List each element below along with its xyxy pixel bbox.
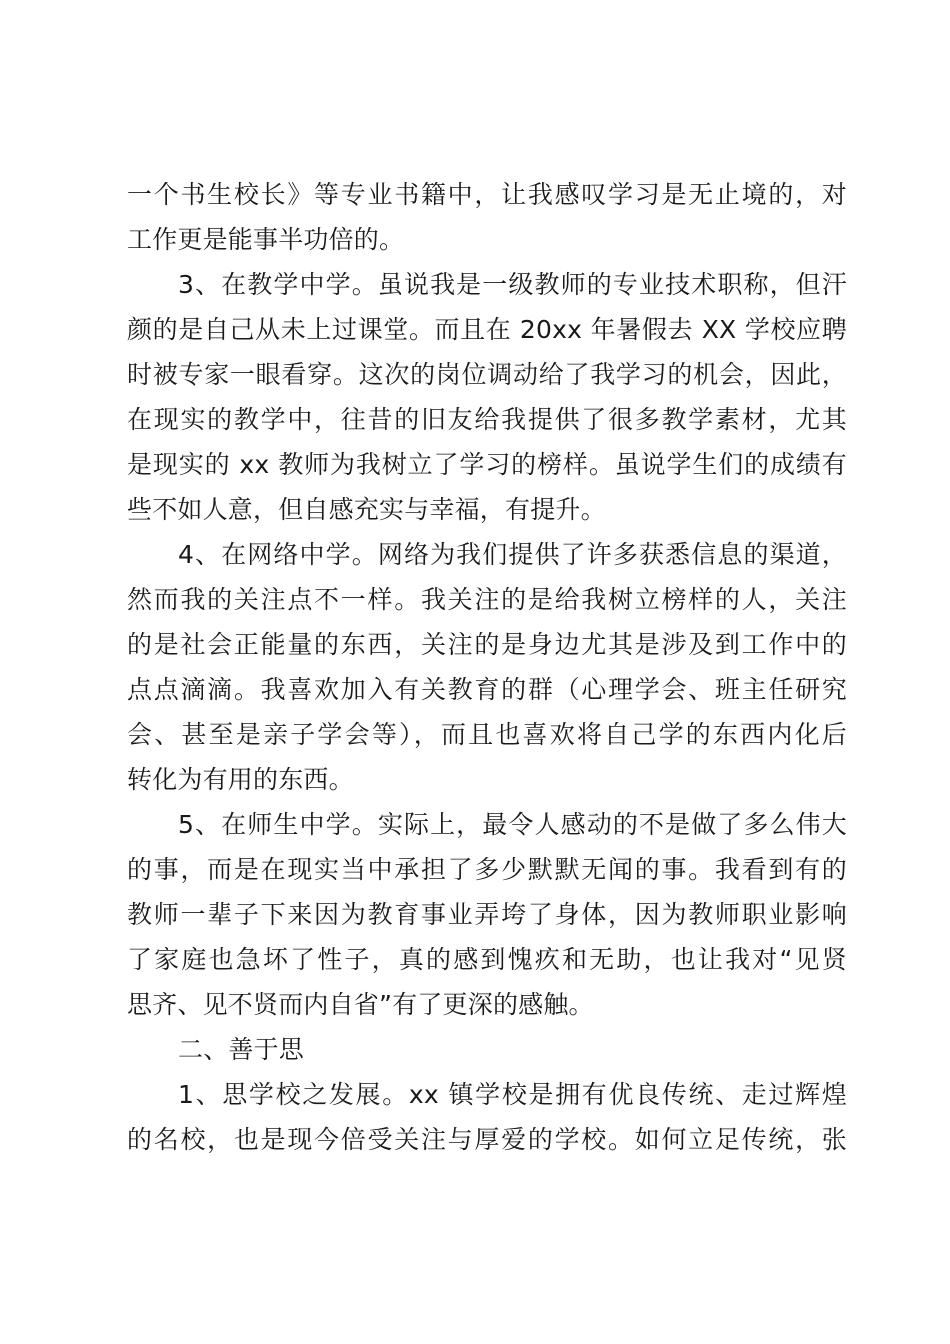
- text-line: 是现实的 xx 教师为我树立了学习的榜样。虽说学生们的成绩有: [127, 450, 847, 479]
- text-line: 会、甚至是亲子学会等），而且也喜欢将自己学的东西内化后: [127, 720, 847, 749]
- paragraph-start-line: 5、在师生中学。实际上，最令人感动的不是做了多么伟大: [178, 810, 847, 839]
- text-line: 工作更是能事半功倍的。: [127, 225, 405, 254]
- text-line: 的是社会正能量的东西，关注的是身边尤其是涉及到工作中的: [127, 630, 847, 659]
- text-line: 教师一辈子下来因为教育事业弄垮了身体，因为教师职业影响: [127, 900, 847, 929]
- paragraph-start-line: 4、在网络中学。网络为我们提供了许多获悉信息的渠道，: [178, 540, 847, 569]
- text-line: 了家庭也急坏了性子，真的感到愧疚和无助，也让我对“见贤: [127, 945, 847, 974]
- text-line: 转化为有用的东西。: [127, 765, 354, 794]
- text-line: 的事，而是在现实当中承担了多少默默无闻的事。我看到有的: [127, 855, 847, 884]
- text-line: 些不如人意，但自感充实与幸福，有提升。: [127, 495, 606, 524]
- paragraph-start-line: 1、思学校之发展。xx 镇学校是拥有优良传统、走过辉煌: [178, 1080, 847, 1109]
- section-heading: 二、善于思: [178, 1035, 305, 1064]
- text-line: 一个书生校长》等专业书籍中，让我感叹学习是无止境的，对: [127, 180, 847, 209]
- text-line: 点点滴滴。我喜欢加入有关教育的群（心理学会、班主任研究: [127, 675, 847, 704]
- text-line: 然而我的关注点不一样。我关注的是给我树立榜样的人，关注: [127, 585, 847, 614]
- text-line: 思齐、见不贤而内自省”有了更深的感触。: [127, 990, 594, 1019]
- text-line: 的名校，也是现今倍受关注与厚爱的学校。如何立足传统，张: [127, 1125, 847, 1154]
- text-line: 时被专家一眼看穿。这次的岗位调动给了我学习的机会，因此，: [127, 360, 847, 389]
- text-line: 颜的是自己从未上过课堂。而且在 20xx 年暑假去 XX 学校应聘: [127, 315, 847, 344]
- text-line: 在现实的教学中，往昔的旧友给我提供了很多教学素材，尤其: [127, 405, 847, 434]
- paragraph-start-line: 3、在教学中学。虽说我是一级教师的专业技术职称，但汗: [178, 270, 847, 299]
